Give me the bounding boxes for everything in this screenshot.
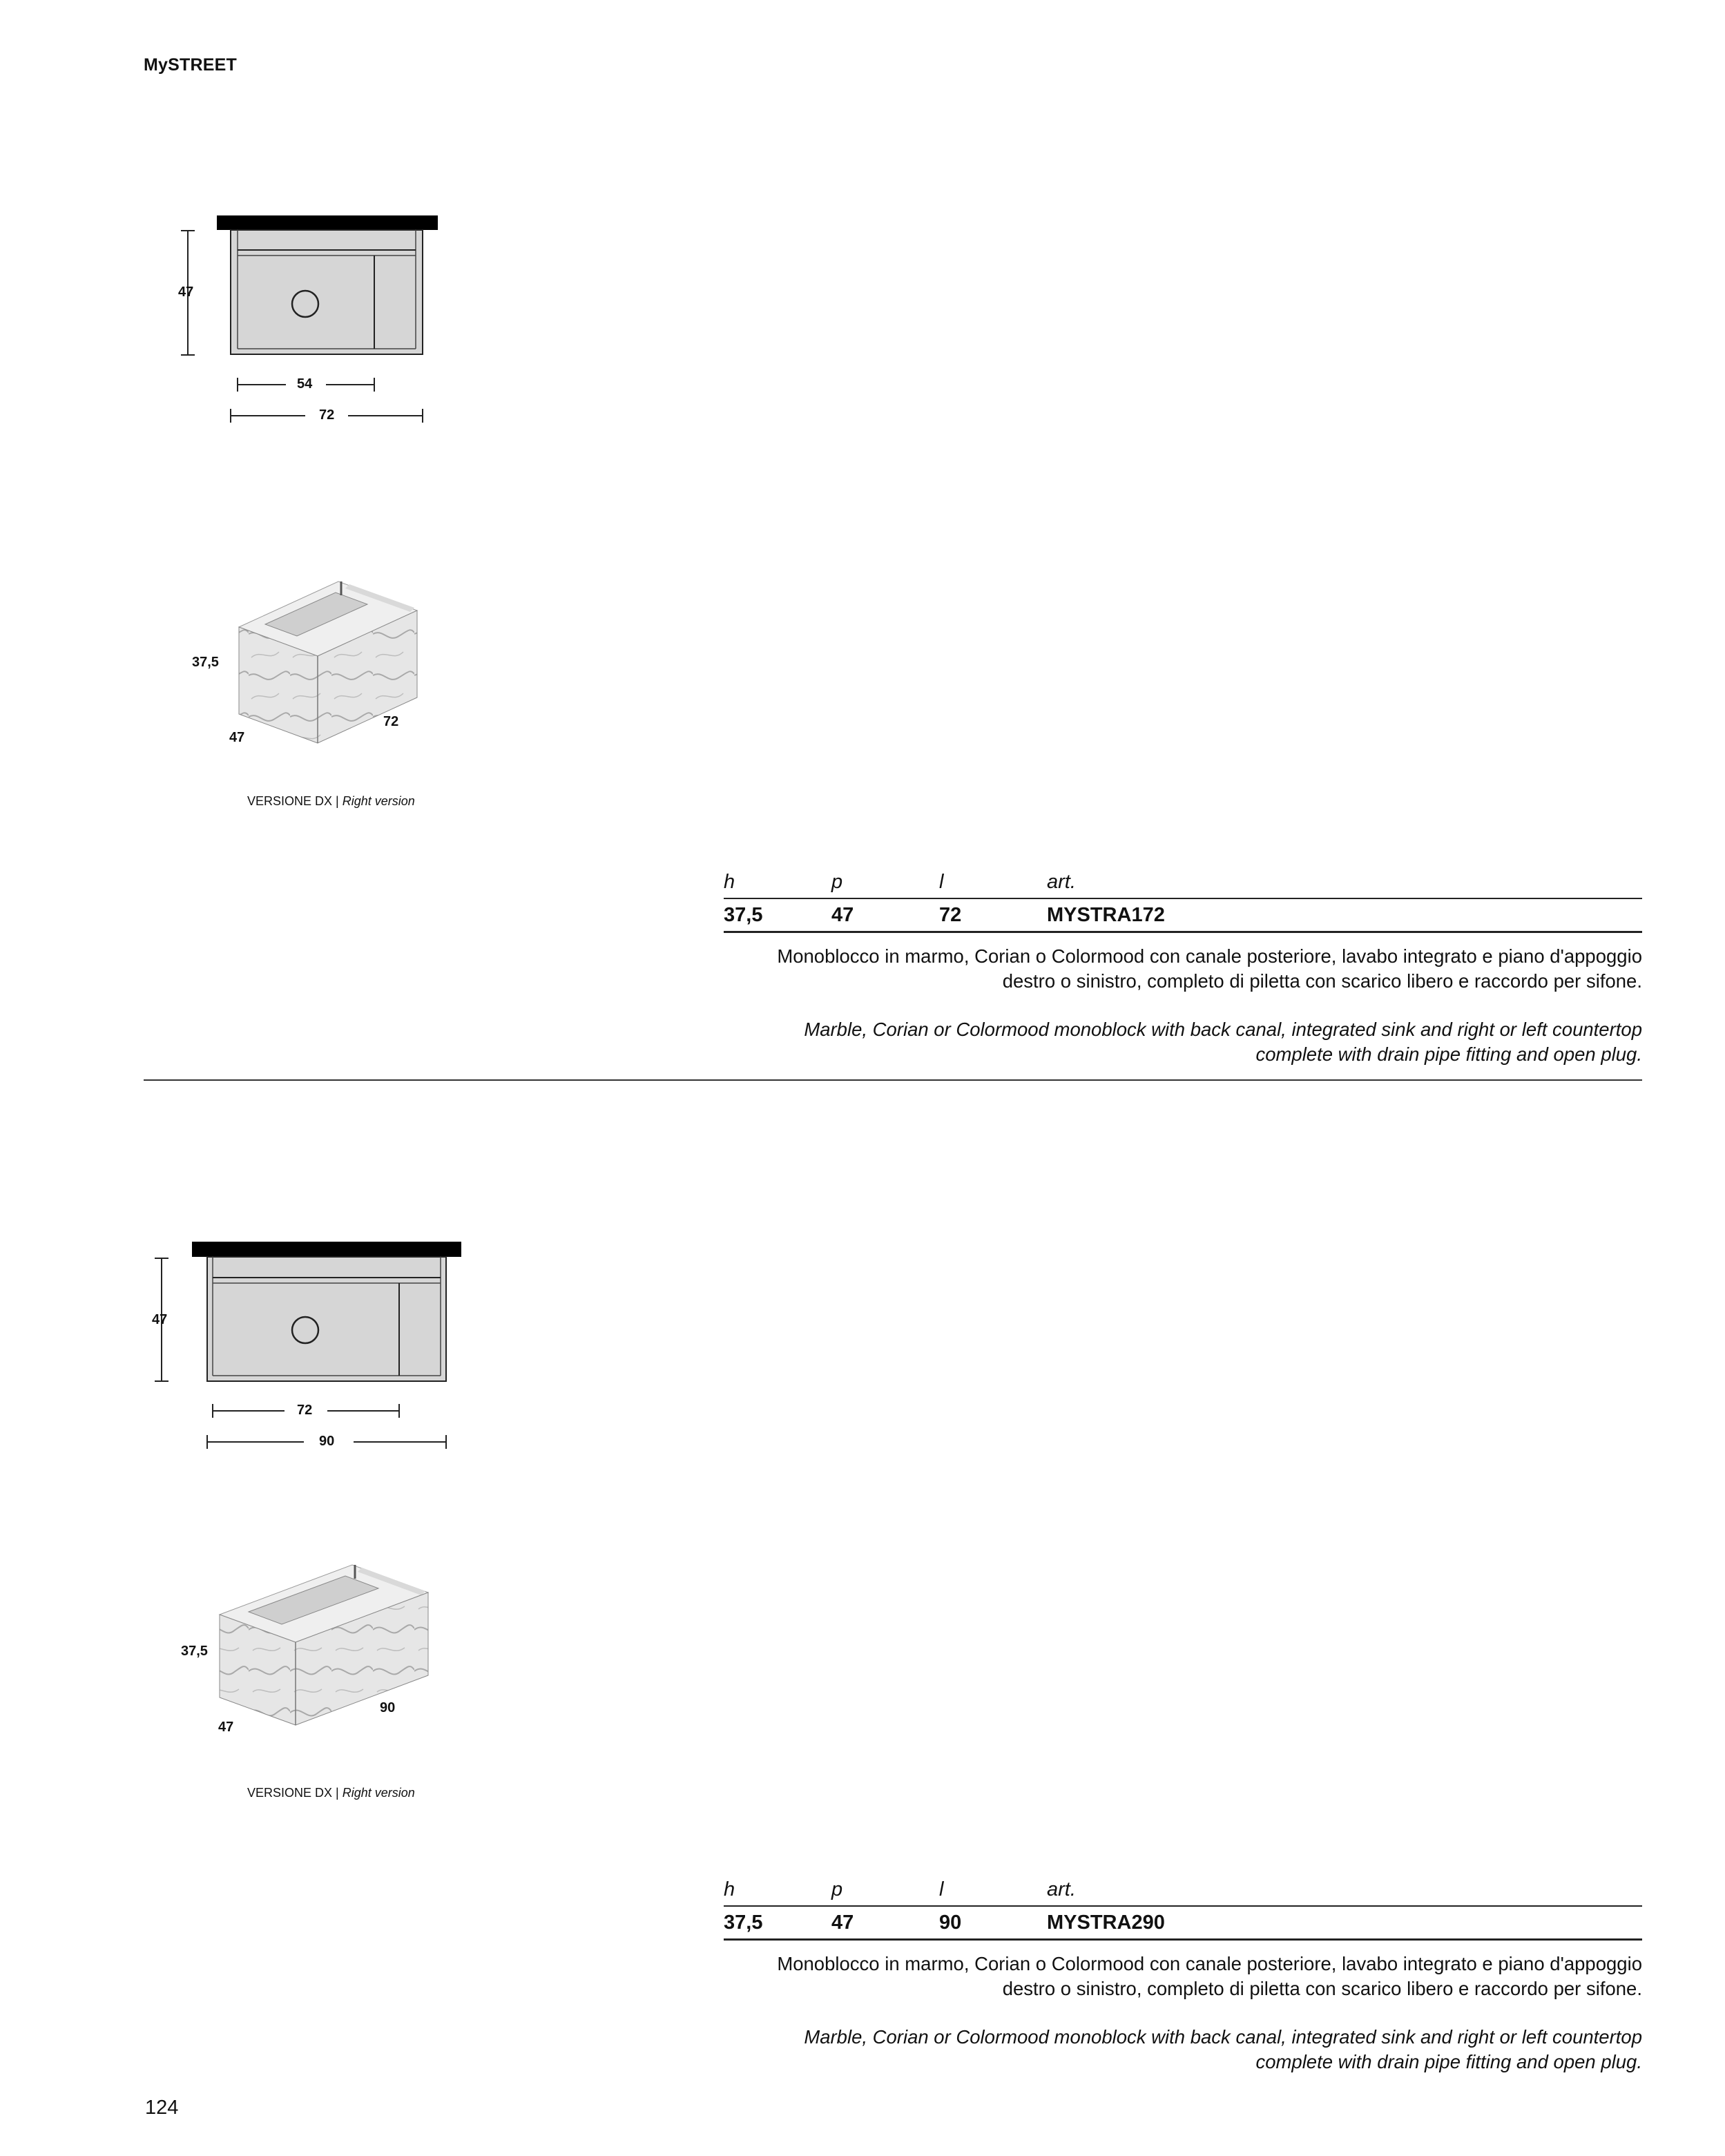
iso-depth-label-2: 47 [218,1720,234,1735]
iso-height-label-2: 37,5 [181,1644,208,1659]
spec-table-1 [724,866,1642,1067]
spec-header-h: h [724,1878,735,1900]
description-en-1: Marble, Corian or Colormood monoblock with back canal, integrated sink and right or left countertop complete with drain pipe fitting and open plug. [804,1019,1642,1065]
spec-value-l: 90 [939,1911,962,1934]
spec-header-l: l [939,870,944,893]
brand-title: MySTREET [144,55,237,75]
spec-value-h: 37,5 [724,1911,763,1934]
iso-depth-label-1: 47 [229,730,245,745]
spec-values-row-1 [724,899,1642,933]
spec-header-p: p [831,1878,843,1900]
spec-value-art: MYSTRA172 [1047,903,1165,926]
page-number: 124 [145,2097,179,2119]
version-caption-en-2: Right version [342,1786,415,1800]
plan-total-width-label-2: 90 [319,1434,335,1449]
iso-drawing-2 [0,0,483,1796]
plan-basin-width-label-2: 72 [297,1403,313,1418]
spec-table-2 [724,1874,1642,2075]
iso-width-label-2: 90 [380,1700,396,1715]
version-caption-it-2: VERSIONE DX | [247,1786,339,1800]
description-en-2: Marble, Corian or Colormood monoblock with back canal, integrated sink and right or left countertop complete with drain pipe fitting and open plug. [804,2026,1642,2072]
iso-height-label-1: 37,5 [192,655,219,670]
spec-value-l: 72 [939,903,962,926]
spec-header-art: art. [1047,870,1076,893]
version-caption-2 [247,1786,415,1800]
iso-width-label-1: 72 [383,714,399,729]
plan-depth-label-1: 47 [178,285,194,300]
spec-value-art: MYSTRA290 [1047,1911,1165,1934]
spec-header-row-2 [724,1874,1642,1907]
spec-header-h: h [724,870,735,893]
description-it-2: Monoblocco in marmo, Corian o Colormood con canale posteriore, lavabo integrato e piano d'appoggio destro o sinistro, completo di piletta con scarico libero e raccordo per sifone. [777,1953,1642,1999]
description-it-1: Monoblocco in marmo, Corian o Colormood con canale posteriore, lavabo integrato e piano d'appoggio destro o sinistro, completo di piletta con scarico libero e raccordo per sifone. [777,945,1642,992]
plan-total-width-label-1: 72 [319,407,335,423]
spec-values-row-2 [724,1907,1642,1941]
spec-header-p: p [831,870,843,893]
version-caption-en-1: Right version [342,794,415,808]
version-caption-it-1: VERSIONE DX | [247,794,339,808]
plan-basin-width-label-1: 54 [297,376,313,392]
spec-header-art: art. [1047,1878,1076,1900]
spec-value-p: 47 [831,903,854,926]
spec-value-h: 37,5 [724,903,763,926]
plan-depth-label-2: 47 [152,1312,168,1327]
spec-header-l: l [939,1878,944,1900]
spec-value-p: 47 [831,1911,854,1934]
spec-header-row-1 [724,866,1642,899]
